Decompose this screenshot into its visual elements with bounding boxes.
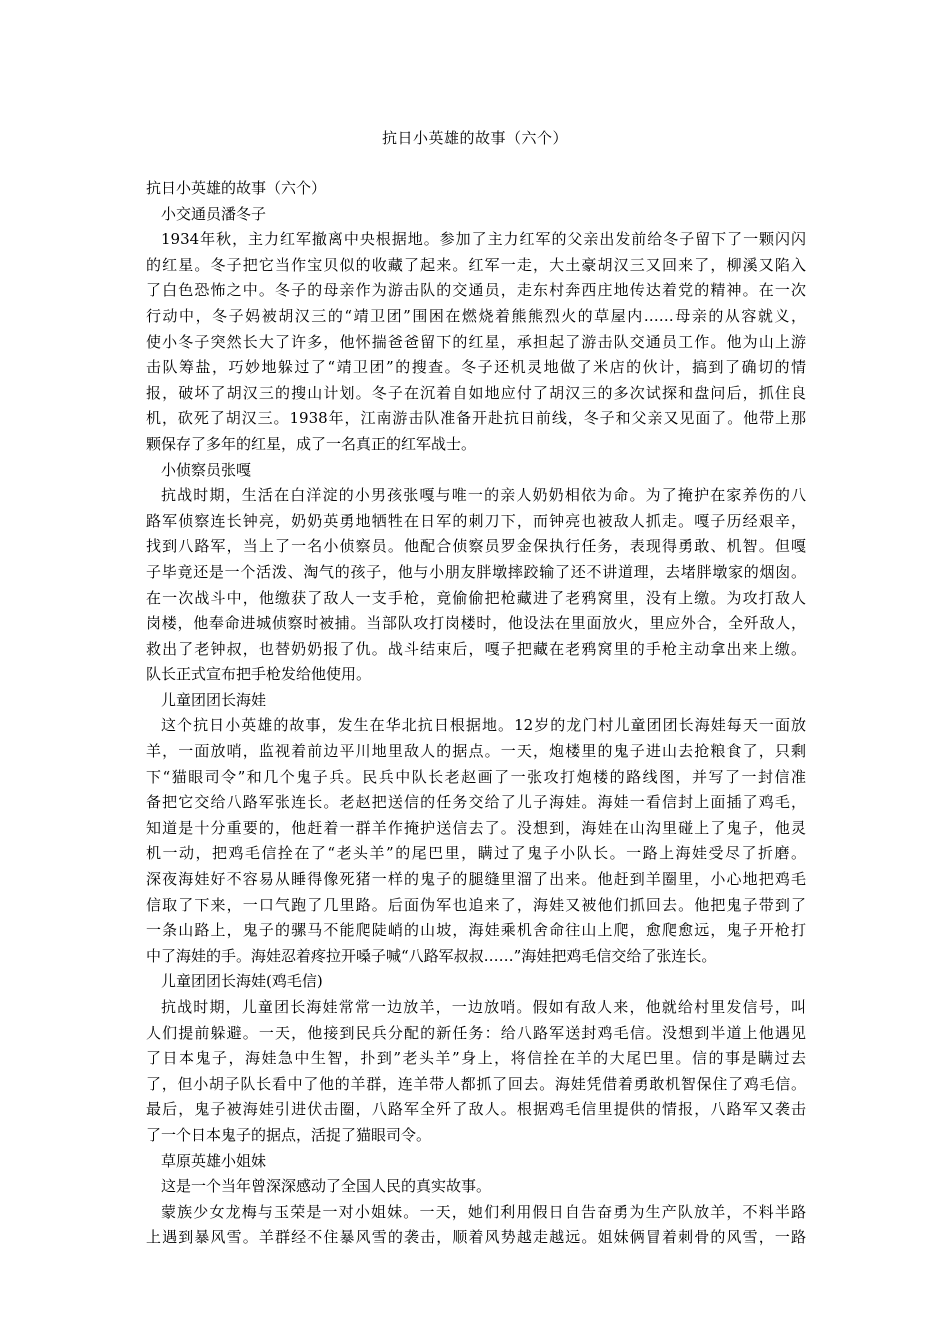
section-heading: 儿童团团长海娃 [161,690,267,709]
paragraph-line: 中了海娃的手。海娃忍着疼拉开嗓子喊“八路军叔叔……”海娃把鸡毛信交给了张连长。 [146,946,717,965]
paragraph-line: 上遇到暴风雪。羊群经不住暴风雪的袭击，顺着风势越走越远。姐妹俩冒着刺骨的风雪，一路 [146,1228,806,1247]
paragraph-line: 了一个日本鬼子的据点，活捉了猫眼司令。 [146,1125,432,1144]
paragraph-line: 了，但小胡子队长看中了他的羊群，连羊带人都抓了回去。海娃凭借着勇敢机智保住了鸡毛信。 [146,1074,806,1093]
paragraph-line: 备把它交给八路军张连长。老赵把送信的任务交给了儿子海娃。海娃一看信封上面插了鸡毛， [146,793,806,812]
paragraph-line: 使小冬子突然长大了许多，他怀揣爸爸留下的红星，承担起了游击队交通员工作。他为山上游 [146,332,806,351]
paragraph-line: 在一次战斗中，他缴获了敌人一支手枪，竟偷偷把枪藏进了老鸦窝里，没有上缴。为攻打敌人 [146,588,806,607]
paragraph-line: 最后，鬼子被海娃引进伏击圈，八路军全歼了敌人。根据鸡毛信里提供的情报，八路军又袭击 [146,1100,806,1119]
document-title: 抗日小英雄的故事（六个） [381,129,568,147]
paragraph-line: 报，破坏了胡汉三的搜山计划。冬子在沉着自如地应付了胡汉三的多次试探和盘问后，抓住良 [146,383,806,402]
paragraph-line: 这个抗日小英雄的故事，发生在华北抗日根据地。12岁的龙门村儿童团团长海娃每天一面放 [161,716,806,735]
paragraph-line: 岗楼，他奉命进城侦察时被捕。当部队攻打岗楼时，他设法在里面放火，里应外合，全歼敌人， [146,614,806,633]
paragraph-line: 深夜海娃好不容易从睡得像死猪一样的鬼子的腿缝里溜了出来。他赶到羊圈里，小心地把鸡毛 [146,870,806,889]
paragraph-line: 了白色恐怖之中。冬子的母亲作为游击队的交通员，走东村奔西庄地传达着党的精神。在一次 [146,281,806,300]
section-heading: 小交通员潘冬子 [161,204,267,223]
paragraph-line: 了日本鬼子，海娃急中生智，扑到”老头羊”身上，将信拴在羊的大尾巴里。信的事是瞒过去 [146,1049,806,1068]
section-heading: 草原英雄小姐妹 [161,1151,267,1170]
section-heading: 小侦察员张嘎 [161,460,252,479]
paragraph-line: 1934年秋，主力红军撤离中央根据地。参加了主力红军的父亲出发前给冬子留下了一颗闪闪 [161,230,806,249]
paragraph-line: 队长正式宣布把手枪发给他使用。 [146,665,372,684]
paragraph-line: 知道是十分重要的，他赶着一群羊作掩护送信去了。没想到，海娃在山沟里碰上了鬼子，他灵 [146,818,806,837]
paragraph-line: 行动中，冬子妈被胡汉三的“靖卫团”围困在燃烧着熊熊烈火的草屋内……母亲的从容就义， [146,306,806,325]
paragraph-line: 抗战时期，儿童团长海娃常常一边放羊，一边放哨。假如有敌人来，他就给村里发信号，叫 [161,998,806,1016]
paragraph-line: 救出了老钟叔，也替奶奶报了仇。战斗结束后，嘎子把藏在老鸦窝里的手枪主动拿出来上缴。 [146,639,806,658]
paragraph-line: 一条山路上，鬼子的骡马不能爬陡峭的山坡，海娃乘机舍命往山上爬，愈爬愈远，鬼子开枪打 [146,921,806,940]
paragraph-line: 子毕竟还是一个活泼、淘气的孩子，他与小朋友胖墩摔跤输了还不讲道理，去堵胖墩家的烟囱。 [146,562,806,581]
document-body [146,176,806,1251]
paragraph-line: 羊，一面放哨，监视着前边平川地里敌人的据点。一天，炮楼里的鬼子进山去抢粮食了，只剩 [146,742,806,761]
paragraph-line: 机一动，把鸡毛信拴在了“老头羊”的尾巴里，瞒过了鬼子小队长。一路上海娃受尽了折磨。 [146,844,806,863]
paragraph-line: 蒙族少女龙梅与玉荣是一对小姐妹。一天，她们利用假日自告奋勇为生产队放羊，不料半路 [161,1202,806,1221]
paragraph-line: 的红星。冬子把它当作宝贝似的收藏了起来。红军一走，大土豪胡汉三又回来了，柳溪又陷入 [146,255,806,274]
paragraph-line: 这是一个当年曾深深感动了全国人民的真实故事。 [161,1177,492,1196]
paragraph-line: 找到八路军，当上了一名小侦察员。他配合侦察员罗金保执行任务，表现得勇敢、机智。但嘎 [146,537,806,556]
paragraph-line: 颗保存了多年的红星，成了一名真正的红军战士。 [146,434,477,453]
section-heading: 儿童团团长海娃(鸡毛信) [161,972,323,991]
paragraph-line: 击队筹盐，巧妙地躲过了“靖卫团”的搜查。冬子还机灵地做了米店的伙计，搞到了确切的情 [146,358,806,377]
paragraph-line: 路军侦察连长钟亮，奶奶英勇地牺牲在日军的刺刀下，而钟亮也被敌人抓走。嘎子历经艰辛， [146,511,806,530]
paragraph-line: 人们提前躲避。一天，他接到民兵分配的新任务：给八路军送封鸡毛信。没想到半道上他遇见 [146,1023,806,1042]
body-lines [146,202,806,1251]
paragraph-line: 信取了下来，一口气跑了几里路。后面伪军也追来了，海娃又被他们抓回去。他把鬼子带到了 [146,895,806,914]
paragraph-line: 机，砍死了胡汉三。1938年，江南游击队准备开赴抗日前线，冬子和父亲又见面了。他带上那 [146,409,806,428]
body-heading: 抗日小英雄的故事（六个） [146,179,327,197]
paragraph-line: 下“猫眼司令”和几个鬼子兵。民兵中队长老赵画了一张攻打炮楼的路线图，并写了一封信准 [146,767,806,786]
paragraph-line: 抗战时期，生活在白洋淀的小男孩张嘎与唯一的亲人奶奶相依为命。为了掩护在家养伤的八 [161,486,806,505]
